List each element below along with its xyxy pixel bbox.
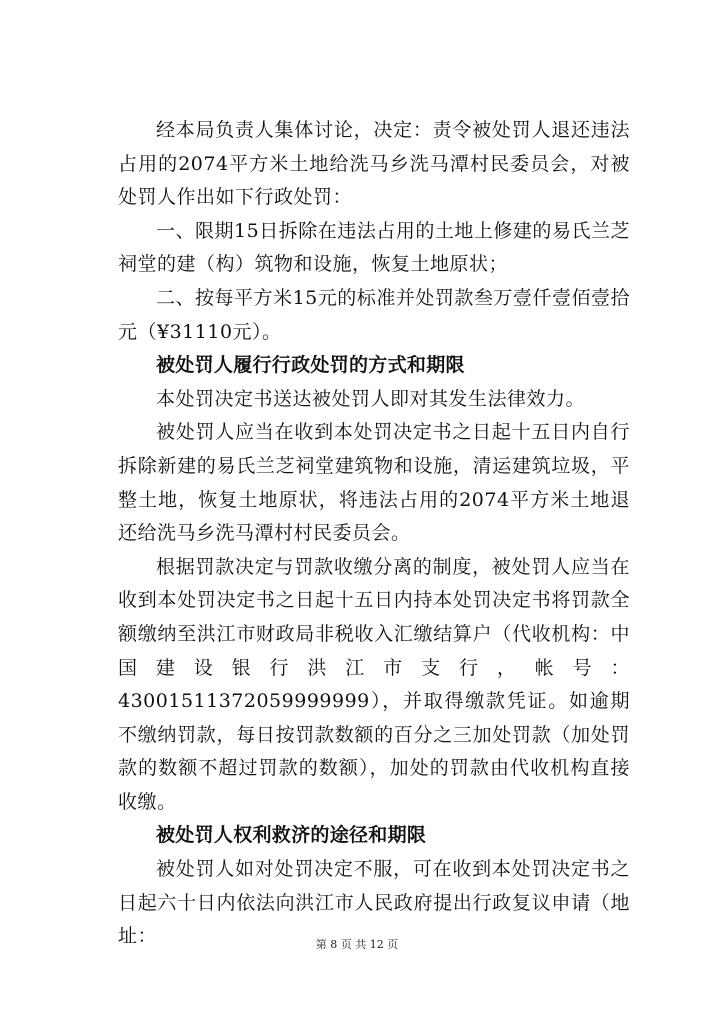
page-number: 第 8 页 共 12 页 [315,938,399,951]
section-heading-remedy: 被处罚人权利救济的途径和期限 [156,824,427,847]
section-heading-performance: 被处罚人履行行政处罚的方式和期限 [156,354,465,377]
paragraph-review: 被处罚人如对处罚决定不服，可在收到本处罚决定书之日起六十日内依法向洪江市人民政府提出行政复议申请（地址： [118,858,630,948]
paragraph-decision: 经本局负责人集体讨论，决定：责令被处罚人退还违法占用的2074平方米土地给洗马乡洗马潭村民委员会，对被处罚人作出如下行政处罚： [118,119,630,209]
paragraph-penalty-2: 二、按每平方米15元的标准并处罚款叁万壹仟壹佰壹拾元（¥31110元）。 [118,286,630,343]
paragraph-penalty-1: 一、限期15日拆除在违法占用的土地上修建的易氏兰芝祠堂的建（构）筑物和设施，恢复土地原状； [118,219,630,276]
document-body [118,114,630,954]
paragraph-effect: 本处罚决定书送达被处罚人即对其发生法律效力。 [156,387,586,410]
paragraph-demolish: 被处罚人应当在收到本处罚决定书之日起十五日内自行拆除新建的易氏兰芝祠堂建筑物和设施，清运建筑垃圾，平整土地，恢复土地原状，将违法占用的2074平方米土地退还给洗马乡洗马潭村村民委员会。 [118,421,630,545]
paragraph-fine-payment: 根据罚款决定与罚款收缴分离的制度，被处罚人应当在收到本处罚决定书之日起十五日内持本处罚决定书将罚款全额缴纳至洪江市财政局非税收入汇缴结算户（代收机构：中国建设银行洪江市支行，帐号：43001511372059999999），并取得缴款凭证。如逾期不缴纳罚款，每日按罚款数额的百分之三加处罚款（加处罚款的数额不超过罚款的数额），加处的罚款由代收机构直接收缴。 [118,555,630,813]
